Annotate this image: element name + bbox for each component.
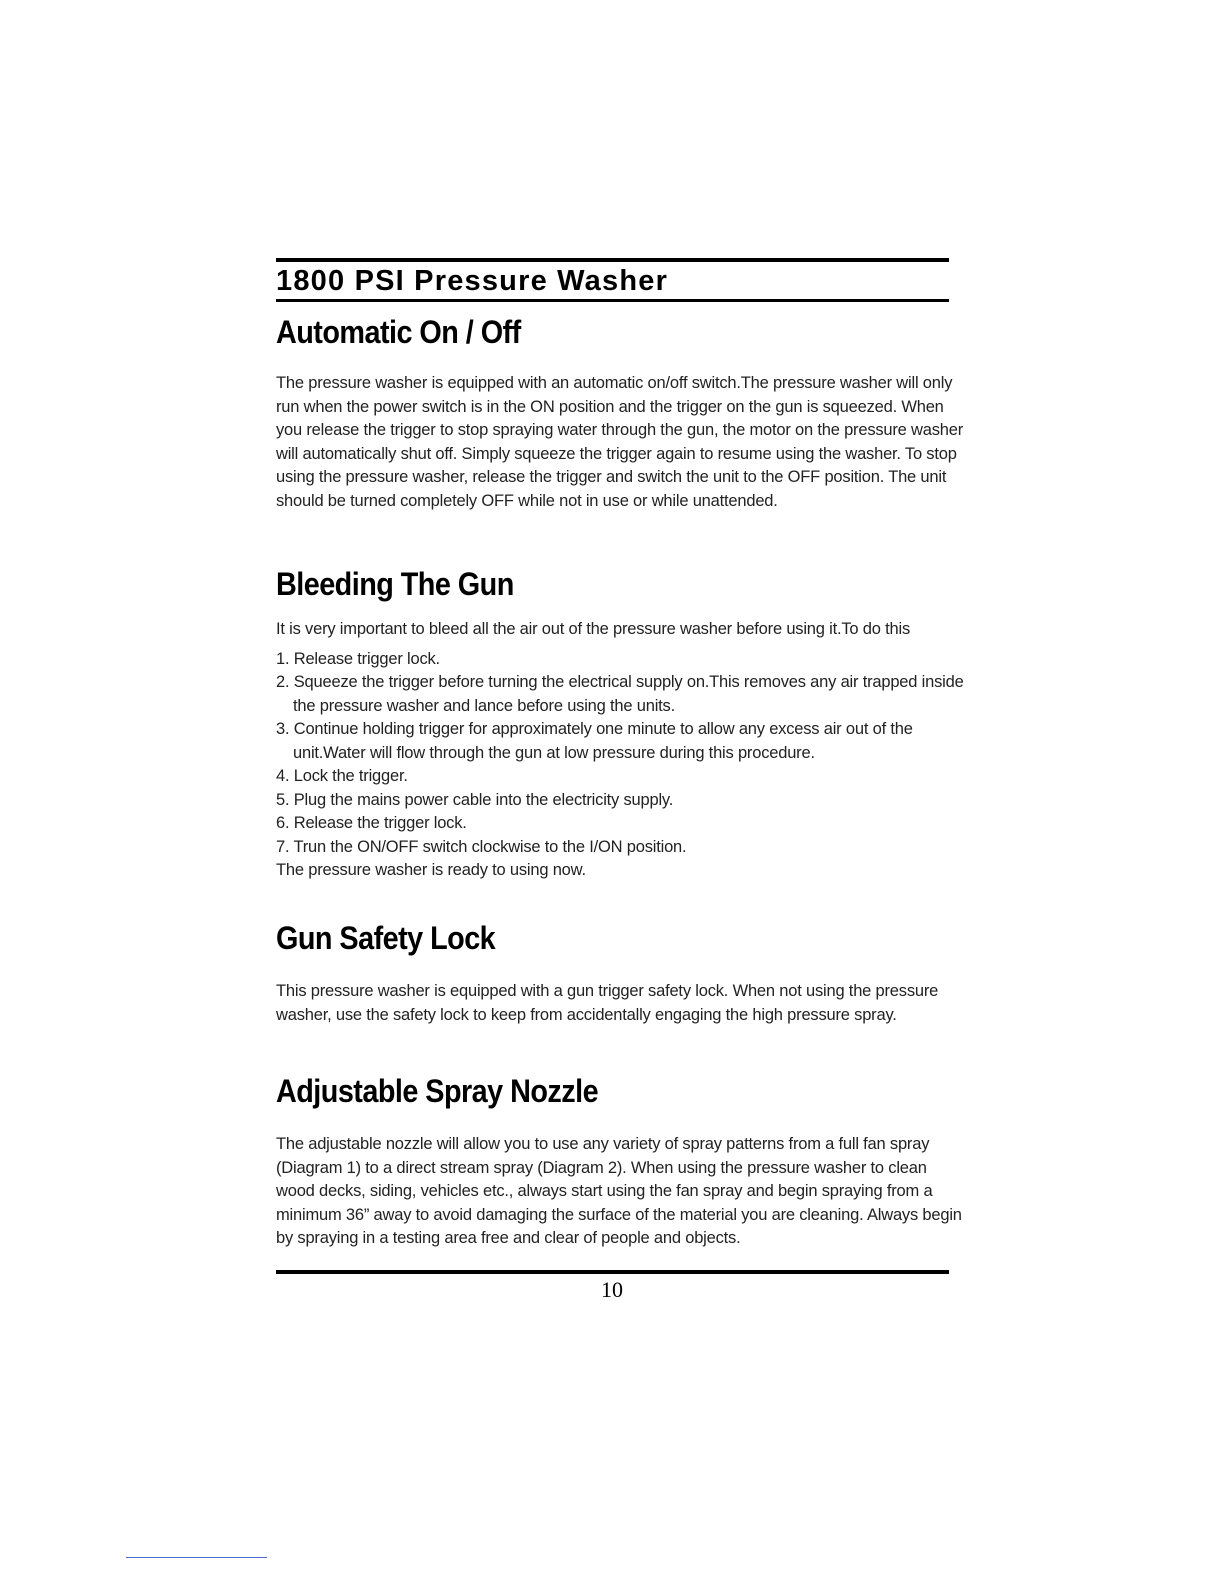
page-number: 10 (601, 1277, 623, 1302)
footer-rule (276, 1270, 949, 1274)
section-heading-nozzle: Adjustable Spray Nozzle (276, 1073, 599, 1109)
footnote-separator-line (126, 1557, 267, 1558)
bleeding-step: 4. Lock the trigger. (276, 767, 408, 785)
section-gun-safety-lock (276, 918, 966, 1027)
section-heading-bleeding: Bleeding The Gun (276, 566, 514, 602)
section-body-automatic: The pressure washer is equipped with an automatic on/off switch.The pressure washer will only run when the power switch is in the ON position and the trigger on the gun is squeezed. When you release the trigger to stop spraying water through the gun, the motor on the pressure washer will automatically shut off. Simply squeeze the trigger again to resume using the washer. To stop using the pressure washer, release the trigger and switch the unit to the OFF position. The unit should be turned completely OFF while not in use or while unattended. (276, 374, 964, 510)
section-heading-automatic: Automatic On / Off (276, 314, 521, 350)
bleeding-step: 6. Release the trigger lock. (276, 814, 467, 832)
section-body-gun-safety: This pressure washer is equipped with a gun trigger safety lock. When not using the pressure washer, use the safety lock to keep from accidentally engaging the high pressure spray. (276, 982, 939, 1024)
bleeding-steps-list (276, 648, 966, 860)
bleeding-intro: It is very important to bleed all the air out of the pressure washer before using it.To do this (276, 620, 911, 638)
product-title: 1800 PSI Pressure Washer (276, 265, 669, 297)
section-bleeding-the-gun (276, 564, 966, 883)
header-bottom-rule (276, 299, 949, 302)
bleeding-step: 7. Trun the ON/OFF switch clockwise to the I/ON position. (276, 837, 687, 856)
bleeding-step: 2. Squeeze the trigger before turning the electrical supply on.This removes any air trapped inside the pressure washer and lance before using the units. (276, 673, 964, 715)
bleeding-outro: The pressure washer is ready to using now. (276, 861, 586, 879)
bleeding-step: 5. Plug the mains power cable into the electricity supply. (276, 790, 674, 809)
section-body-nozzle: The adjustable nozzle will allow you to use any variety of spray patterns from a full fan spray (Diagram 1) to a direct stream spray (Diagram 2). When using the pressure washer to clean wood decks, siding, vehicles etc., always start using the fan spray and begin spraying from a minimum 36” away to avoid damaging the surface of the material you are cleaning. Always begin by spraying in a testing area free and clear of people and objects. (276, 1135, 962, 1247)
bleeding-step: 3. Continue holding trigger for approximately one minute to allow any excess air out of the unit.Water will flow through the gun at low pressure during this procedure. (276, 720, 913, 762)
section-adjustable-spray-nozzle (276, 1071, 966, 1251)
bleeding-step: 1. Release trigger lock. (276, 649, 440, 668)
section-automatic-on-off (276, 312, 966, 513)
section-heading-gun-safety: Gun Safety Lock (276, 920, 496, 956)
